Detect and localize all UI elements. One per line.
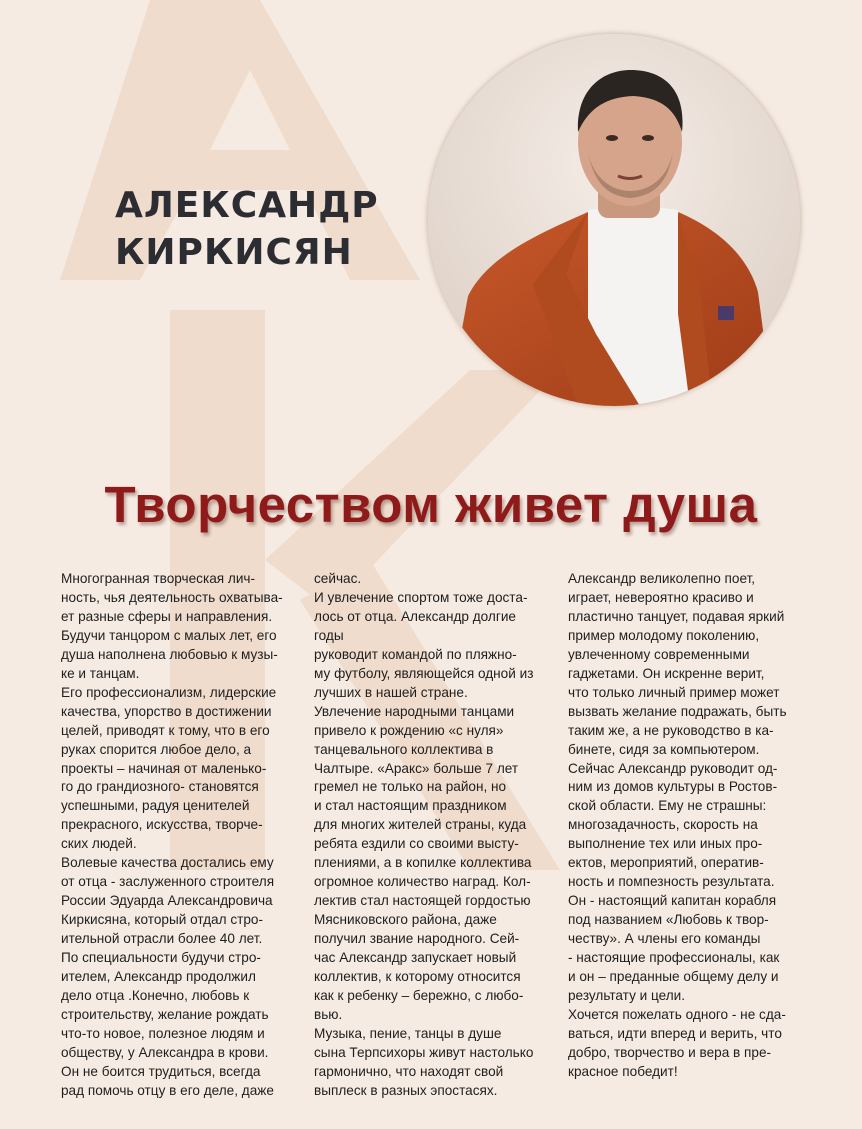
- text-line: ваться, идти вперед и верить, что: [568, 1025, 782, 1041]
- text-line: Александр великолепно поет,: [568, 571, 756, 586]
- text-line: красное победит!: [568, 1063, 678, 1079]
- text-line: рад помочь отцу в его деле, даже: [61, 1082, 274, 1098]
- text-line: сейчас.: [314, 571, 362, 586]
- portrait-photo: [428, 34, 800, 406]
- person-name: [115, 182, 379, 276]
- text-line: му футболу, являющейся одной из: [314, 665, 534, 681]
- person-name-line: АЛЕКСАНДР: [115, 185, 379, 226]
- text-line: руках спорится любое дело, а: [61, 741, 252, 757]
- text-line: Киркисяна, который отдал стро-: [61, 912, 263, 928]
- text-line: Чалтыре. «Аракс» больше 7 лет: [314, 760, 519, 776]
- text-line: гаджетами. Он искренне верит,: [568, 665, 765, 681]
- article-headline: Творчеством живет душа: [104, 476, 758, 533]
- text-line: лектив стал настоящей гордостью: [314, 893, 531, 909]
- person-name-line: КИРКИСЯН: [115, 232, 353, 273]
- text-line: Музыка, пение, танцы в душе: [314, 1025, 502, 1041]
- text-line: ке и танцам.: [61, 665, 140, 681]
- text-line: таким же, а не руководство в ка-: [568, 722, 774, 738]
- text-line: проекты – начиная от маленько-: [61, 760, 267, 776]
- text-line: ительной отрасли более 40 лет.: [61, 931, 263, 947]
- text-line: привело к рождению «с нуля»: [314, 722, 504, 738]
- text-line: и стал настоящим праздником: [314, 798, 507, 814]
- text-line: обществу, у Александра в крови.: [61, 1044, 269, 1060]
- pocket-square: [718, 306, 734, 320]
- text-line: ет разные сферы и направления.: [61, 608, 273, 624]
- text-line: лось от отца. Александр долгие: [314, 608, 516, 624]
- text-line: руководит командой по пляжно-: [314, 646, 517, 662]
- text-line: ность, чья деятельность охватыва-: [61, 589, 283, 605]
- text-line: ектов, мероприятий, оператив-: [568, 855, 764, 871]
- text-line: прекрасного, искусства, творче-: [61, 817, 263, 833]
- text-line: честву». А члены его команды: [568, 931, 761, 947]
- text-line: добро, творчество и вера в пре-: [568, 1044, 772, 1060]
- text-line: целей, приводят к тому, что в его: [61, 722, 270, 738]
- text-line: И увлечение спортом тоже доста-: [314, 589, 528, 605]
- text-line: увлеченному современными: [568, 646, 750, 662]
- text-line: Волевые качества достались ему: [61, 855, 274, 871]
- text-line: плениями, а в копилке коллектива: [314, 855, 532, 871]
- text-line: го до грандиозного- становятся: [61, 779, 259, 795]
- text-line: от отца - заслуженного строителя: [61, 874, 275, 890]
- text-line: под названием «Любовь к твор-: [568, 912, 769, 928]
- text-line: Будучи танцором с малых лет, его: [61, 627, 277, 643]
- text-line: Он - настоящий капитан корабля: [568, 893, 777, 909]
- text-line: Многогранная творческая лич-: [61, 571, 256, 586]
- text-line: пример молодому поколению,: [568, 627, 760, 643]
- text-line: дело отца .Конечно, любовь к: [61, 987, 250, 1003]
- text-line: выплеск в разных эпостасях.: [314, 1082, 498, 1098]
- text-line: огромное количество наград. Кол-: [314, 874, 531, 890]
- text-line: лучших в нашей стране.: [314, 684, 468, 700]
- text-line: что только личный пример может: [568, 684, 780, 700]
- text-line: коллектив, к которому относится: [314, 969, 521, 985]
- eye-right: [642, 135, 654, 141]
- text-line: ность и помпезность результата.: [568, 874, 775, 890]
- text-line: Сейчас Александр руководит од-: [568, 760, 778, 776]
- text-line: как к ребенку – бережно, с любо-: [314, 987, 524, 1003]
- text-line: ской области. Ему не страшны:: [568, 798, 767, 814]
- text-line: час Александр запускает новый: [314, 950, 517, 966]
- text-line: - настоящие профессионалы, как: [568, 950, 780, 966]
- text-line: для многих жителей страны, куда: [314, 817, 527, 833]
- text-line: выполнение тех или иных про-: [568, 836, 763, 852]
- text-line: сына Терпсихоры живут настолько: [314, 1044, 534, 1060]
- text-line: вью.: [314, 1006, 343, 1022]
- text-line: гармонично, что находят свой: [314, 1063, 504, 1079]
- eye-left: [606, 135, 618, 141]
- text-line: душа наполнена любовью к музы-: [61, 646, 278, 662]
- text-line: и он – преданные общему делу и: [568, 969, 779, 985]
- text-line: гремел не только на район, но: [314, 779, 507, 795]
- text-line: Увлечение народными танцами: [314, 703, 515, 719]
- text-line: ителем, Александр продолжил: [61, 969, 256, 985]
- text-line: России Эдуарда Александровича: [61, 893, 273, 909]
- text-line: Мясниковского района, даже: [314, 912, 497, 928]
- text-line: играет, невероятно красиво и: [568, 589, 754, 605]
- text-column-1: [61, 570, 306, 1101]
- text-line: многозадачность, скорость на: [568, 817, 758, 833]
- text-line: успешными, радуя ценителей: [61, 798, 250, 814]
- text-column-3: [568, 570, 813, 1082]
- text-line: годы: [314, 627, 344, 643]
- text-line: получил звание народного. Сей-: [314, 931, 520, 947]
- text-line: Он не боится трудиться, всегда: [61, 1063, 261, 1079]
- text-line: Его профессионализм, лидерские: [61, 684, 277, 700]
- text-line: ребята ездили со своими высту-: [314, 836, 519, 852]
- text-line: ним из домов культуры в Ростов-: [568, 779, 778, 795]
- text-line: что-то новое, полезное людям и: [61, 1025, 265, 1041]
- text-column-2: [314, 570, 559, 1101]
- text-line: строительству, желание рождать: [61, 1006, 269, 1022]
- text-line: качества, упорство в достижении: [61, 703, 272, 719]
- text-line: вызвать желание подражать, быть: [568, 703, 787, 719]
- text-line: танцевального коллектива в: [314, 741, 494, 757]
- text-line: По специальности будучи стро-: [61, 950, 261, 966]
- text-line: результату и цели.: [568, 987, 686, 1003]
- text-line: пластично танцует, подавая яркий: [568, 608, 785, 624]
- text-line: ских людей.: [61, 836, 137, 852]
- text-line: Хочется пожелать одного - не сда-: [568, 1006, 786, 1022]
- text-line: бинете, сидя за компьютером.: [568, 741, 760, 757]
